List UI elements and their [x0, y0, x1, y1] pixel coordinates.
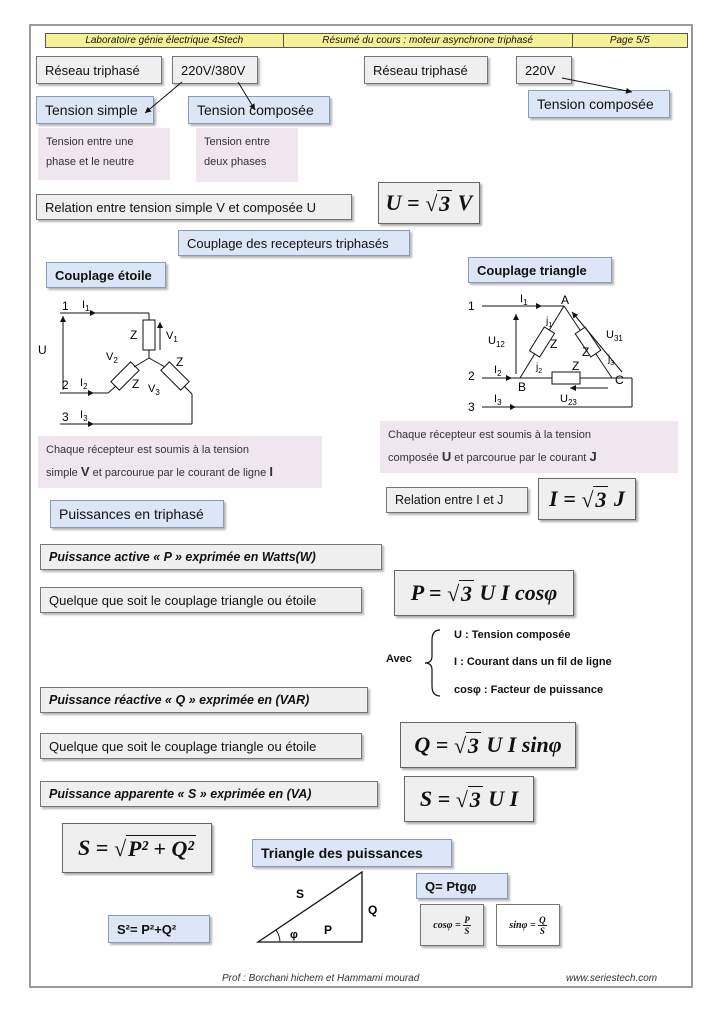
triangle-desc: Chaque récepteur est soumis à la tension composée U et parcourue par le courant J	[380, 421, 678, 473]
etoile-l2: 2	[62, 378, 69, 392]
triangle-a: A	[561, 293, 570, 307]
puissance-apparente-title: Puissance apparente « S » exprimée en (VA)	[40, 781, 378, 807]
avec-item-i: I : Courant dans un fil de ligne	[454, 656, 612, 668]
relation-uv-label: Relation entre tension simple V et composée U	[36, 194, 352, 220]
puissances-title: Puissances en triphasé	[50, 500, 224, 528]
formula-u-sqrt3-v: U = √ 3 V	[378, 182, 480, 224]
couplage-title: Couplage des recepteurs triphasés	[178, 230, 410, 256]
tension-simple-desc: Tension entre une phase et le neutre	[38, 128, 170, 180]
reseau-right-value: 220V	[516, 56, 572, 84]
etoile-z3: Z	[176, 355, 184, 369]
etoile-diagram	[30, 290, 220, 430]
etoile-v2: $V_2$	[106, 351, 118, 365]
triangle-puissances-diagram	[250, 868, 390, 948]
triangle-puissances-title: Triangle des puissances	[252, 839, 452, 867]
couplage-triangle-title: Couplage triangle	[468, 257, 612, 283]
formula-i-sqrt3-j: I = √ 3 J	[538, 478, 636, 520]
tension-simple-label: Tension simple	[36, 96, 154, 124]
reseau-arrows	[0, 0, 720, 140]
couplage-etoile-title: Couplage étoile	[46, 262, 166, 288]
triangle-j1: $j_1$	[546, 316, 553, 329]
etoile-v3: $V_3$	[148, 383, 160, 397]
tension-composee-right: Tension composée	[528, 90, 670, 118]
etoile-l1: 1	[62, 299, 69, 313]
triangle-i1: $I_1$	[520, 293, 528, 307]
tension-composee-label: Tension composée	[188, 96, 330, 124]
relation-ij-label: Relation entre I et J	[386, 487, 528, 513]
tp-q: Q	[368, 903, 378, 917]
formula-q-ptg: Q= Ptgφ	[416, 873, 508, 899]
puissance-reactive-note: Quelque que soit le couplage triangle ou étoile	[40, 733, 362, 759]
triangle-z2: Z	[572, 359, 580, 373]
triangle-u23: $U_{23}$	[560, 393, 577, 407]
avec-brace	[422, 628, 444, 698]
triangle-u31: $U_{31}$	[606, 329, 623, 343]
formula-p: P = √ 3 U I cosφ	[394, 570, 574, 616]
triangle-u12: $U_{12}$	[488, 335, 505, 349]
etoile-z2: Z	[132, 377, 140, 391]
avec-label: Avec	[386, 653, 412, 665]
footer-authors: Prof : Borchani hichem et Hammami mourad	[222, 973, 420, 984]
etoile-desc: Chaque récepteur est soumis à la tension simple V et parcourue par le courant de ligne I	[38, 436, 322, 488]
triangle-j3: $j_3$	[608, 354, 615, 367]
formula-q: Q = √ 3 U I sinφ	[400, 722, 576, 768]
triangle-c: C	[615, 373, 624, 387]
tp-s: S	[296, 887, 305, 901]
etoile-l3: 3	[62, 410, 69, 424]
header-summary: Résumé du cours : moteur asynchrone triphasé	[284, 34, 573, 47]
puissance-reactive-title: Puissance réactive « Q » exprimée en (VAR)	[40, 687, 368, 713]
reseau-left-label: Réseau triphasé	[36, 56, 162, 84]
etoile-i2: $I_2$	[80, 377, 88, 391]
header-lab: Laboratoire génie électrique 4Stech	[46, 34, 284, 47]
puissance-active-note: Quelque que soit le couplage triangle ou étoile	[40, 587, 362, 613]
footer-site: www.seriestech.com	[566, 973, 658, 984]
formula-s: S = √ 3 U I	[404, 776, 534, 822]
header-page: Page 5/5	[609, 35, 650, 46]
puissance-active-title: Puissance active « P » exprimée en Watts(W)	[40, 544, 382, 570]
triangle-i2: $I_2$	[494, 364, 502, 378]
triangle-z1: Z	[550, 337, 558, 351]
tp-p: P	[324, 923, 333, 937]
tp-phi: φ	[290, 929, 298, 941]
triangle-z3: Z	[582, 345, 590, 359]
etoile-v1: $V_1$	[166, 330, 178, 344]
tension-composee-desc: Tension entre deux phases	[196, 128, 298, 182]
avec-item-cos: cosφ : Facteur de puissance	[454, 684, 604, 696]
triangle-diagram	[460, 288, 660, 416]
etoile-i3: $I_3$	[80, 409, 88, 423]
reseau-left-value: 220V/380V	[172, 56, 258, 84]
triangle-l1: 1	[468, 299, 475, 313]
triangle-b: B	[518, 380, 527, 394]
formula-s-sqrt-p2-q2: S = √ P² + Q²	[62, 823, 212, 873]
triangle-j2: $j_2$	[536, 362, 543, 375]
etoile-u: U	[38, 343, 47, 357]
formula-sin: sinφ = $\frac{Q}{S}$	[496, 904, 560, 946]
triangle-l2: 2	[468, 369, 475, 383]
avec-item-u: U : Tension composée	[454, 629, 571, 641]
etoile-z1: Z	[130, 328, 138, 342]
formula-cos: cosφ = $\frac{P}{S}$	[420, 904, 484, 946]
etoile-i1: $I_1$	[82, 299, 90, 313]
reseau-right-label: Réseau triphasé	[364, 56, 488, 84]
formula-s2: S²= P²+Q²	[108, 915, 210, 943]
triangle-i3: $I_3$	[494, 393, 502, 407]
triangle-l3: 3	[468, 400, 475, 414]
